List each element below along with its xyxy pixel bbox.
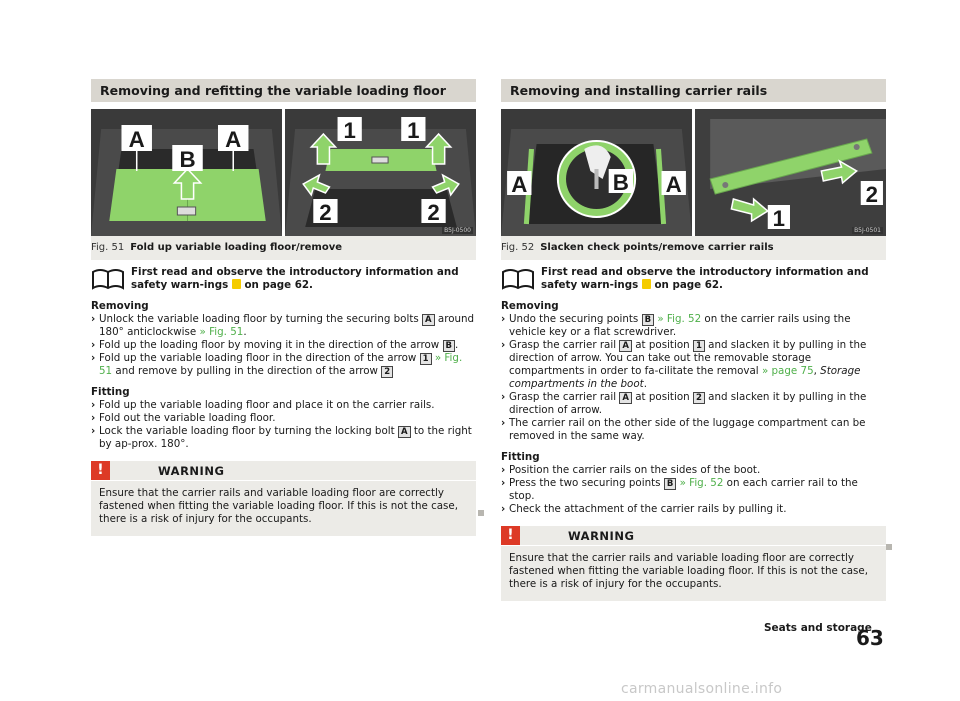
badge-b: B <box>642 314 654 326</box>
badge-a: A <box>619 392 632 404</box>
label-2-right: 2 <box>427 200 440 225</box>
figure-code: B5J-0501 <box>854 227 881 234</box>
list-item: › Press the two securing points B » Fig. 52 on each carrier rail to the stop. <box>501 477 886 503</box>
page-number: 63 <box>856 626 884 650</box>
label-a-right: A <box>665 172 682 197</box>
fitting-steps <box>501 464 886 516</box>
badge-b: B <box>443 340 455 352</box>
figure-number: Fig. 51 <box>91 242 125 253</box>
watermark: carmanualsonline.info <box>621 681 783 697</box>
list-item: › Undo the securing points B » Fig. 52 on the carrier rails using the vehicle key or a flat screwdriver. <box>501 313 886 339</box>
section-end-mark <box>478 510 484 516</box>
label-1-left: 1 <box>343 118 356 143</box>
figure-51-image-right <box>285 109 476 236</box>
label-2-left: 2 <box>319 200 332 225</box>
carrier-rail-release-illustration <box>501 109 692 236</box>
warning-mini-icon <box>642 279 651 289</box>
badge-a: A <box>619 340 632 352</box>
section-title: Removing and installing carrier rails <box>501 79 886 102</box>
label-a-left: A <box>511 172 528 197</box>
section-end-mark <box>886 544 892 550</box>
badge-a: A <box>422 314 435 326</box>
label-1: 1 <box>772 206 786 231</box>
label-2: 2 <box>865 182 879 207</box>
list-item: › Check the attachment of the carrier rails by pulling it. <box>501 503 886 516</box>
list-item: › Lock the variable loading floor by turning the locking bolt A to the right by ap-prox. 180°. <box>91 425 476 451</box>
page-reference-link[interactable]: » page 75 <box>761 365 814 377</box>
book-icon <box>501 266 535 292</box>
badge-a: A <box>398 426 411 438</box>
label-b: B <box>612 170 629 195</box>
list-item: › Position the carrier rails on the sides of the boot. <box>501 464 886 477</box>
read-first-text: First read and observe the introductory information and safety warn-ings on page 62. <box>131 266 459 291</box>
carrier-rail-removal-illustration <box>695 109 886 236</box>
list-item: › Fold up the variable loading floor and place it on the carrier rails. <box>91 399 476 412</box>
badge-1: 1 <box>693 340 705 352</box>
figure-caption <box>91 236 476 260</box>
warning-title: WARNING <box>568 528 635 543</box>
read-first-note <box>91 266 476 292</box>
read-first-text: First read and observe the introductory information and safety warn-ings on page 62. <box>541 266 869 291</box>
book-icon <box>91 266 125 292</box>
removing-steps <box>91 313 476 378</box>
label-1-right: 1 <box>407 118 420 143</box>
label-a-right: A <box>225 127 242 152</box>
section-title: Removing and refitting the variable loading floor <box>91 79 476 102</box>
figure-51 <box>91 109 476 236</box>
figure-reference-link[interactable]: » Fig. 51 <box>199 326 244 338</box>
removing-steps <box>501 313 886 443</box>
figure-number: Fig. 52 <box>501 242 535 253</box>
warning-title: WARNING <box>158 463 225 478</box>
warning-icon: ! <box>501 526 520 545</box>
warning-mini-icon <box>232 279 241 289</box>
figure-reference-link[interactable]: » Fig. 52 <box>657 313 702 325</box>
list-item: › Fold up the variable loading floor in the direction of the arrow 1 » Fig. 51 and remove by pulling in the direction of the arrow 2 <box>91 352 476 378</box>
warning-box <box>91 461 476 536</box>
fitting-heading: Fitting <box>501 451 540 463</box>
figure-52-image-right <box>695 109 886 236</box>
label-a-left: A <box>128 127 145 152</box>
boot-floor-illustration <box>91 109 282 236</box>
label-b: B <box>179 147 196 172</box>
figure-52-image-left <box>501 109 692 236</box>
right-column <box>501 79 886 601</box>
figure-code: B5J-0500 <box>444 227 471 234</box>
badge-2: 2 <box>381 366 393 378</box>
list-item: › The carrier rail on the other side of the luggage compartment can be removed in the same way. <box>501 417 886 443</box>
figure-reference-link[interactable]: » Fig. 52 <box>679 477 724 489</box>
left-column <box>91 79 476 536</box>
fitting-heading: Fitting <box>91 386 130 398</box>
badge-b: B <box>664 478 676 490</box>
warning-icon: ! <box>91 461 110 480</box>
figure-reference-link[interactable]: » Fig. 51 <box>99 352 463 377</box>
figure-caption-text: Slacken check points/remove carrier rails <box>540 242 774 253</box>
list-item: › Fold out the variable loading floor. <box>91 412 476 425</box>
list-item: › Grasp the carrier rail A at position 2 and slacken it by pulling in the direction of arrow. <box>501 391 886 417</box>
list-item: › Grasp the carrier rail A at position 1 and slacken it by pulling in the direction of arrow. You can take out the removable storage compartments in order to fa-cilitate the removal » page 75, Storage compartments in the boot. <box>501 339 886 391</box>
boot-floor-removal-illustration <box>285 109 476 236</box>
fitting-steps <box>91 399 476 451</box>
figure-52 <box>501 109 886 236</box>
removing-heading: Removing <box>501 300 559 312</box>
list-item: › Unlock the variable loading floor by turning the securing bolts A around 180° anticlockwise » Fig. 51. <box>91 313 476 339</box>
list-item: › Fold up the loading floor by moving it in the direction of the arrow B . <box>91 339 476 352</box>
figure-51-image-left <box>91 109 282 236</box>
removing-heading: Removing <box>91 300 149 312</box>
figure-caption-text: Fold up variable loading floor/remove <box>130 242 343 253</box>
warning-text: Ensure that the carrier rails and variable loading floor are correctly fastened when fitting the variable loading floor. If this is not the case, there is a risk of injury for the occupants. <box>501 545 886 601</box>
warning-box <box>501 526 886 601</box>
warning-text: Ensure that the carrier rails and variable loading floor are correctly fastened when fitting the variable loading floor. If this is not the case, there is a risk of injury for the occupants. <box>91 480 476 536</box>
read-first-note <box>501 266 886 292</box>
footer-section-title: Seats and storage <box>764 622 872 634</box>
figure-caption <box>501 236 886 260</box>
badge-1: 1 <box>420 353 432 365</box>
badge-2: 2 <box>693 392 705 404</box>
